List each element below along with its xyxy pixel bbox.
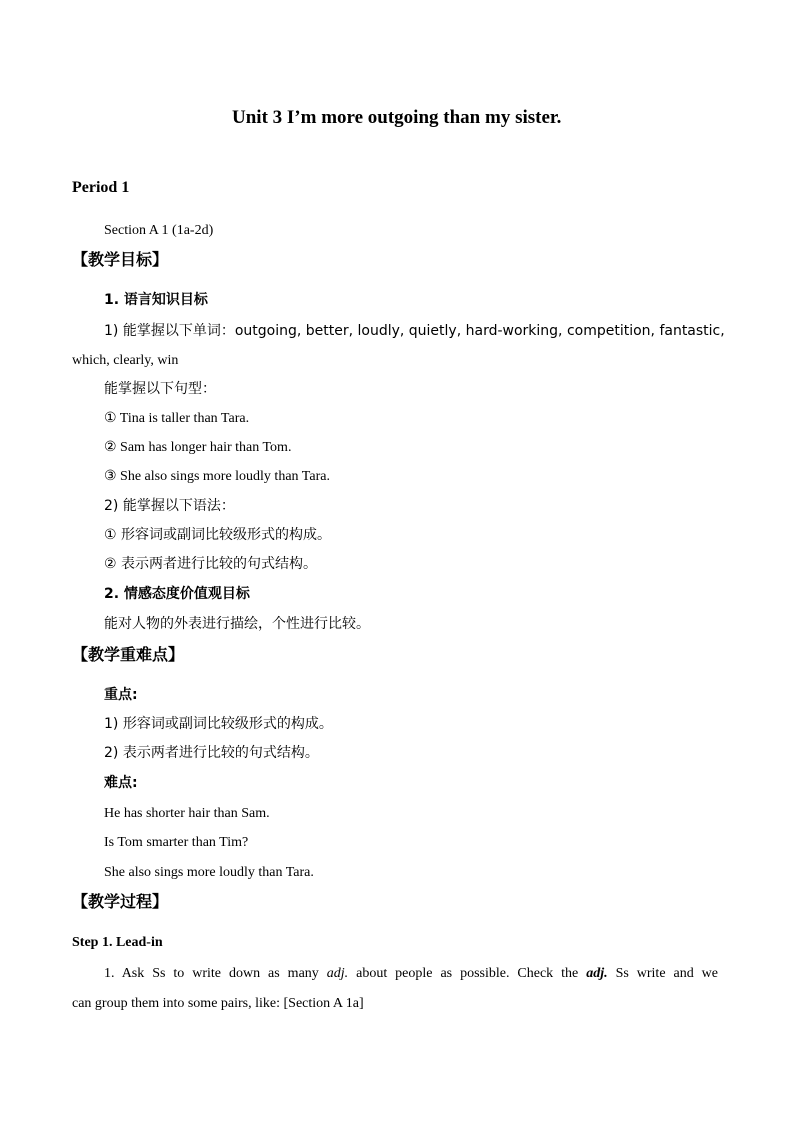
difficult-point-2: Is Tom smarter than Tim? [104,835,249,850]
process-heading: 【教学过程】 [72,892,169,911]
grammar-intro: 2) 能掌握以下语法： [104,498,235,514]
keypoints-heading: 【教学重难点】 [72,645,185,664]
difficult-point-3: She also sings more loudly than Tara. [104,865,314,880]
step-1-text-a: 1. Ask Ss to write down as many [104,966,327,981]
step-1-paragraph-line-1 [104,967,718,981]
emotion-text: 能对人物的外表进行描绘，个性进行比较。 [104,616,370,632]
vocab-line-1: 1) 能掌握以下单词：outgoing, better, loudly, quietly, hard-working, competition, fantastic, [104,323,725,339]
grammar-item-1: ① 形容词或副词比较级形式的构成。 [104,527,332,543]
pattern-intro: 能掌握以下句型： [104,381,216,397]
difficult-points-label: 难点: [104,775,138,791]
difficult-point-1: He has shorter hair than Sam. [104,806,270,821]
adj-term-2: adj. [586,966,608,981]
step-1-paragraph-line-2: can group them into some pairs, like: [Section A 1a] [72,996,364,1011]
period-heading: Period 1 [72,179,130,196]
objectives-heading: 【教学目标】 [72,250,169,269]
pattern-item-1: ① Tina is taller than Tara. [104,411,250,426]
step-1-text-b: about people as possible. Check the [348,966,587,981]
pattern-item-3: ③ She also sings more loudly than Tara. [104,469,330,484]
language-knowledge-heading: 1. 语言知识目标 [104,292,208,308]
pattern-item-2: ② Sam has longer hair than Tom. [104,440,292,455]
emotion-heading: 2. 情感态度价值观目标 [104,586,250,602]
key-point-1: 1) 形容词或副词比较级形式的构成。 [104,716,333,732]
section-label: Section A 1 (1a-2d) [104,223,214,238]
key-points-label: 重点: [104,687,138,703]
key-point-2: 2) 表示两者进行比较的句式结构。 [104,745,319,761]
page-title: Unit 3 I’m more outgoing than my sister. [232,107,562,128]
vocab-line-2: which, clearly, win [72,353,179,368]
step-1-heading: Step 1. Lead-in [72,935,163,950]
grammar-item-2: ② 表示两者进行比较的句式结构。 [104,556,318,572]
step-1-text-c: Ss write and we [607,966,718,981]
adj-term-1: adj. [326,966,349,981]
